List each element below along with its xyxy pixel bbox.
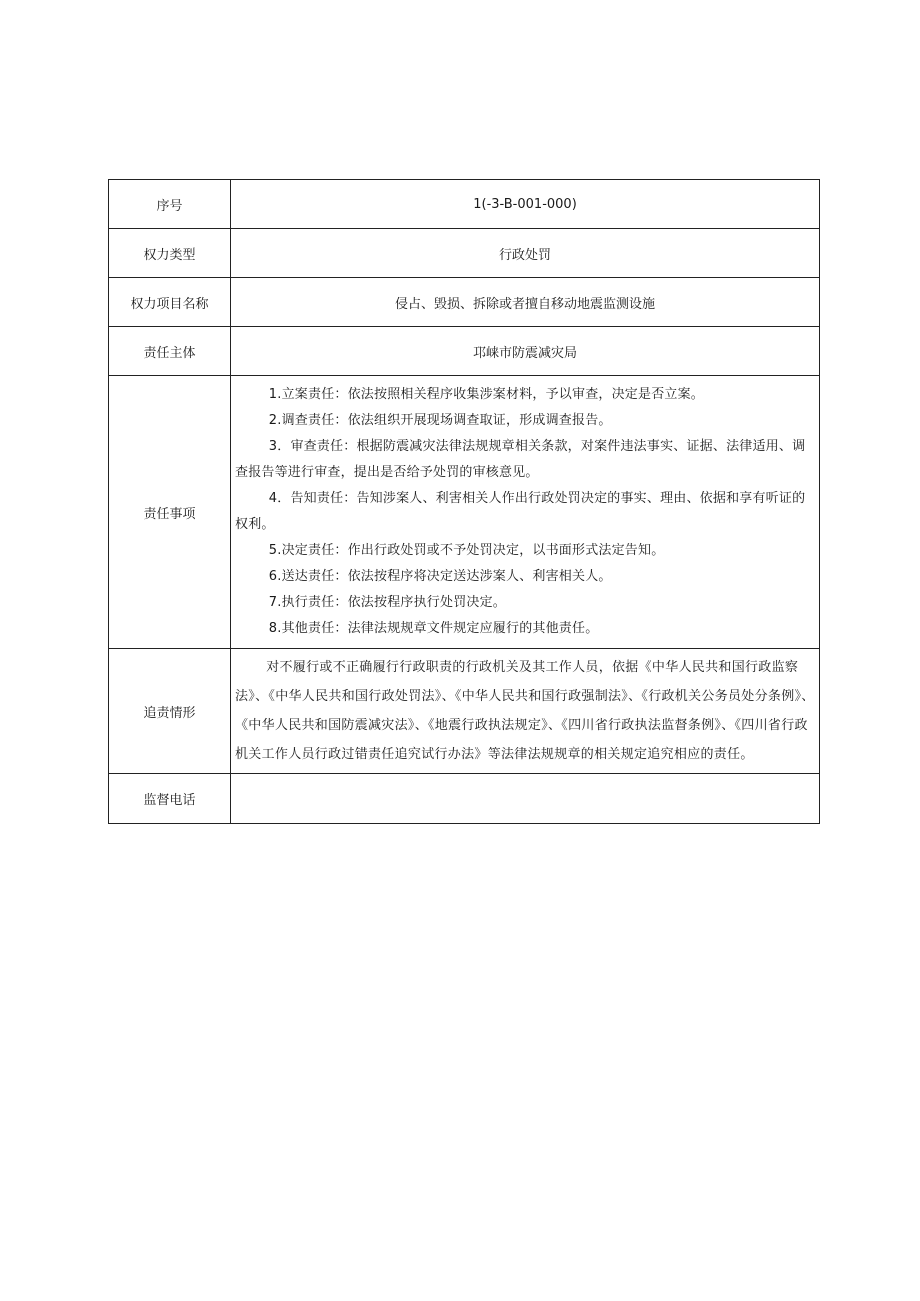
duty-item-notification: 4．告知责任：告知涉案人、利害相关人作出行政处罚决定的事实、理由、依据和享有听证的权利。 bbox=[235, 491, 806, 532]
duty-item-decision: 5.决定责任：作出行政处罚或不予处罚决定，以书面形式法定告知。 bbox=[268, 543, 665, 558]
power-item-name-value: 侵占、毁损、拆除或者擅自移动地震监测设施 bbox=[231, 278, 820, 327]
power-item-name-label: 权力项目名称 bbox=[109, 278, 231, 327]
responsibilities-list bbox=[231, 376, 820, 649]
supervision-phone-value bbox=[231, 774, 820, 824]
accountability-label: 追责情形 bbox=[109, 649, 231, 774]
responsible-entity-value: 邛崃市防震减灾局 bbox=[231, 327, 820, 376]
duty-item-delivery: 6.送达责任：依法按程序将决定送达涉案人、利害相关人。 bbox=[268, 569, 612, 584]
accountability-text: 对不履行或不正确履行行政职责的行政机关及其工作人员，依据《中华人民共和国行政监察法》、《中华人民共和国行政处罚法》、《中华人民共和国行政强制法》、《行政机关公务员处分条例》、《中华人民共和国防震减灾法》、《地震行政执法规定》、《四川省行政执法监督条例》、《四川省行政机关工作人员行政过错责任追究试行办法》等法律法规规章的相关规定追究相应的责任。 bbox=[235, 660, 815, 762]
duty-item-other: 8.其他责任：法律法规规章文件规定应履行的其他责任。 bbox=[268, 621, 599, 636]
row-accountability bbox=[109, 649, 820, 774]
responsible-entity-label: 责任主体 bbox=[109, 327, 231, 376]
row-responsibilities bbox=[109, 376, 820, 649]
duty-item-investigation: 2.调查责任：依法组织开展现场调查取证，形成调查报告。 bbox=[268, 413, 612, 428]
row-power-item-name bbox=[109, 278, 820, 327]
power-type-label: 权力类型 bbox=[109, 229, 231, 278]
row-power-type bbox=[109, 229, 820, 278]
row-responsible-entity bbox=[109, 327, 820, 376]
accountability-cell bbox=[231, 649, 820, 774]
duty-item-filing: 1.立案责任：依法按照相关程序收集涉案材料，予以审查，决定是否立案。 bbox=[268, 387, 705, 402]
row-supervision-phone bbox=[109, 774, 820, 824]
power-responsibility-table bbox=[108, 179, 820, 824]
power-type-value: 行政处罚 bbox=[231, 229, 820, 278]
responsibilities-label: 责任事项 bbox=[109, 376, 231, 649]
duty-item-review: 3．审查责任：根据防震减灾法律法规规章相关条款，对案件违法事实、证据、法律适用、调查报告等进行审查，提出是否给予处罚的审核意见。 bbox=[235, 439, 806, 480]
serial-value: 1(-3-B-001-000) bbox=[231, 180, 820, 229]
row-serial bbox=[109, 180, 820, 229]
duty-item-execution: 7.执行责任：依法按程序执行处罚决定。 bbox=[268, 595, 507, 610]
serial-label: 序号 bbox=[109, 180, 231, 229]
supervision-phone-label: 监督电话 bbox=[109, 774, 231, 824]
